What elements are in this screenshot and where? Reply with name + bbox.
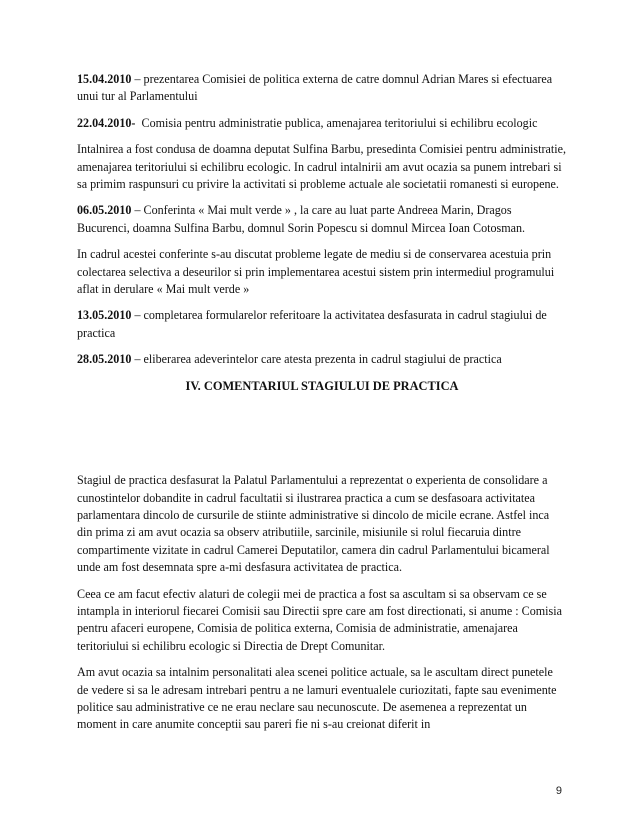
spacer: [77, 395, 567, 472]
entry-06-05: [77, 202, 567, 237]
entry-15-04: [77, 71, 567, 106]
entry-text: – completarea formularelor referitoare la activitatea desfasurata in cadrul stagiului de practica: [77, 308, 547, 340]
page-number: 9: [555, 785, 562, 797]
entry-13-05: [77, 307, 567, 342]
entry-22-04: [77, 115, 567, 132]
page-content: [77, 71, 567, 743]
paragraph-meeting: Intalnirea a fost condusa de doamna deputat Sulfina Barbu, presedinta Comisiei pentru administratie, amenajarea teritoriului si echilibru ecologic. In cadrul intalnirii am avut ocazia sa punem intrebari si sa primim raspunsuri cu privire la activitati si probleme actuale ale societatii romanesti si europene.: [77, 142, 566, 192]
entry-date: 28.05.2010: [77, 352, 132, 367]
entry-date: 13.05.2010: [77, 308, 132, 323]
entry-text: – eliberarea adeverintelor care atesta prezenta in cadrul stagiului de practica: [131, 352, 502, 367]
section-heading: IV. COMENTARIUL STAGIULUI DE PRACTICA: [185, 378, 459, 393]
entry-text: – Conferinta « Mai mult verde » , la care au luat parte Andreea Marin, Dragos Bucurenci, doamna Sulfina Barbu, domnul Sorin Popescu si domnul Mircea Ioan Cotosman.: [77, 203, 526, 235]
entry-text: Comisia pentru administratie publica, amenajarea teritoriului si echilibru ecologic: [135, 115, 538, 130]
paragraph-activities: Ceea ce am facut efectiv alaturi de colegii mei de practica a fost sa ascultam si sa observam ce se intampla in interiorul fiecarei Comisii sau Directii spre care am fost directionati, si anume : Comisia pentru afaceri europene, Comisia de politica externa, Comisia de administratie, amenajarea teritoriului si echilibru ecologic si Directia de Drept Comunitar.: [77, 586, 562, 653]
paragraph-conference: In cadrul acestei conferinte s-au discutat probleme legate de mediu si de conservarea acestuia prin colectarea selectiva a deseurilor si prin implementarea acestui sistem prin intermediul programului aflat in derulare « Mai mult verde »: [77, 247, 555, 297]
paragraph-personalities: Am avut ocazia sa intalnim personalitati alea scenei politice actuale, sa le ascultam direct punetele de vedere si sa le adresam intrebari pentru a ne lamuri eventualele curiozitati, fapte sau evenimente politice sau administrative ce ne erau neclare sau necunoscute. De asemenea a reprezentat un moment in care anumite conceptii sau pareri fie ni s-au creionat diferit in: [77, 665, 557, 732]
entry-date: 06.05.2010: [77, 203, 132, 218]
entry-28-05: [77, 351, 567, 368]
entry-date: 15.04.2010: [77, 72, 132, 86]
entry-date: 22.04.2010-: [77, 115, 136, 130]
entry-text: – prezentarea Comisiei de politica externa de catre domnul Adrian Mares si efectuarea unui tur al Parlamentului: [77, 72, 553, 104]
paragraph-internship: Stagiul de practica desfasurat la Palatul Parlamentului a reprezentat o experienta de consolidare a cunostintelor dobandite in cadrul facultatii si ilustrarea practica a cum se desfasoara activitatea parlamentara dincolo de cursurile de stiinte administrative si dincolo de micile ecrane. Astfel inca din prima zi am avut ocazia sa observ atributiile, sarcinile, misiunile si rolul fiecaruia dintre compartimente vizitate in cadrul Camerei Deputatilor, camera din cadrul Parlamentului bicameral unde am fost desemnata spre a-mi desfasura activitatea de practica.: [77, 473, 550, 575]
